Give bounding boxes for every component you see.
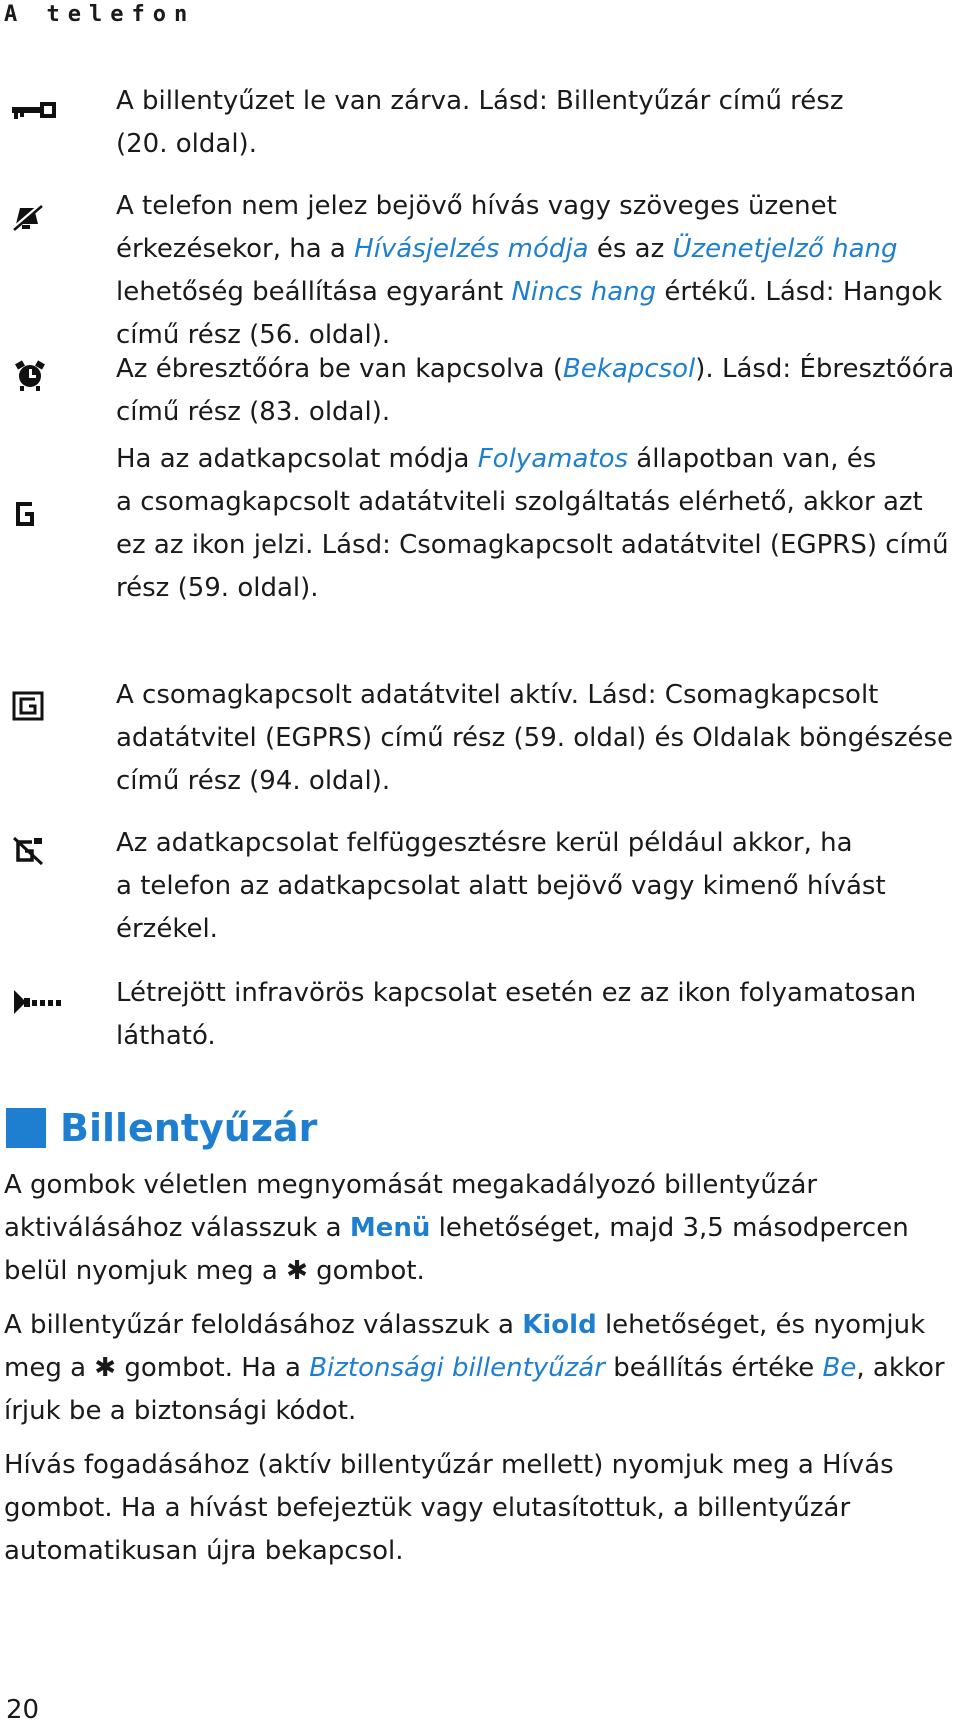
text-fragment: érkezésekor, ha a — [116, 234, 355, 264]
text-line — [4, 1347, 960, 1390]
setting-link-on[interactable]: Bekapcsol — [562, 354, 696, 384]
text-line: Hívás fogadásához (aktív billentyűzár mellett) nyomjuk meg a Hívás — [4, 1450, 894, 1480]
text-line: A gombok véletlen megnyomását megakadályozó billentyűzár — [4, 1170, 818, 1200]
text-line: című rész (94. oldal). — [116, 766, 391, 796]
description-gprs-active — [116, 674, 960, 803]
text-line — [4, 1250, 960, 1293]
section-square-icon — [6, 1108, 46, 1148]
text-fragment: belül nyomjuk meg a — [4, 1256, 287, 1286]
text-fragment: és az — [588, 234, 673, 264]
description-alarm — [116, 348, 960, 434]
section-title: Billentyűzár — [60, 1106, 318, 1150]
text-fragment: gombot. Ha a — [116, 1353, 310, 1383]
description-gprs-suspended — [116, 822, 960, 951]
setting-link-message-tone[interactable]: Üzenetjelző hang — [672, 234, 898, 264]
star-key-icon: ✱ — [94, 1353, 117, 1383]
text-line — [116, 348, 960, 391]
setting-link-continuous[interactable]: Folyamatos — [477, 444, 629, 474]
text-line: a telefon az adatkapcsolat alatt bejövő vagy kimenő hívást — [116, 871, 886, 901]
setting-link-call-alert[interactable]: Hívásjelzés módja — [354, 234, 589, 264]
description-infrared — [116, 972, 960, 1058]
text-line: (20. oldal). — [116, 129, 257, 159]
text-line — [4, 1207, 960, 1250]
page-number: 20 — [6, 1695, 40, 1725]
text-fragment: Ha az adatkapcsolat módja — [116, 444, 478, 474]
text-fragment: állapotban van, és — [628, 444, 877, 474]
setting-link-security-keyguard[interactable]: Biztonsági billentyűzár — [309, 1353, 605, 1383]
text-line: adatátvitel (EGPRS) című rész (59. oldal) és Oldalak böngészése — [116, 723, 954, 753]
text-fragment: gombot. — [307, 1256, 425, 1286]
text-fragment: lehetőség beállítása egyaránt — [116, 277, 512, 307]
setting-link-no-tone[interactable]: Nincs hang — [511, 277, 657, 307]
text-line: A telefon nem jelez bejövő hívás vagy szöveges üzenet — [116, 191, 837, 221]
text-line: A billentyűzet le van zárva. Lásd: Billentyűzár című rész — [116, 86, 844, 116]
text-line: rész (59. oldal). — [116, 573, 319, 603]
text-line: írjuk be a biztonsági kódot. — [4, 1396, 357, 1426]
text-fragment: lehetőséget, és nyomjuk — [596, 1310, 926, 1340]
paragraph-activate-keyguard — [4, 1164, 960, 1293]
running-header: A telefon — [4, 2, 196, 27]
text-line: érzékel. — [116, 914, 218, 944]
text-line: látható. — [116, 1021, 216, 1051]
text-fragment: , akkor — [856, 1353, 945, 1383]
text-line — [116, 438, 960, 481]
text-fragment: beállítás értéke — [604, 1353, 823, 1383]
keyguard-key-icon — [10, 94, 62, 126]
description-gprs-always — [116, 438, 960, 610]
text-line: Létrejött infravörös kapcsolat esetén ez az ikon folyamatosan — [116, 978, 917, 1008]
silent-bell-icon — [10, 202, 62, 234]
text-line: című rész (56. oldal). — [116, 320, 391, 350]
text-line: automatikusan újra bekapcsol. — [4, 1536, 404, 1566]
text-line — [4, 1304, 960, 1347]
text-fragment: aktiválásához válasszuk a — [4, 1213, 350, 1243]
paragraph-unlock-keyguard — [4, 1304, 960, 1433]
text-line: a csomagkapcsolt adatátviteli szolgáltatás elérhető, akkor azt — [116, 487, 923, 517]
text-line: A csomagkapcsolt adatátvitel aktív. Lásd: Csomagkapcsolt — [116, 680, 879, 710]
softkey-unlock[interactable]: Kiold — [522, 1310, 597, 1340]
gprs-suspended-icon — [10, 834, 62, 866]
softkey-menu[interactable]: Menü — [349, 1213, 431, 1243]
text-fragment: Az ébresztőóra be van kapcsolva ( — [116, 354, 563, 384]
text-line: című rész (83. oldal). — [116, 397, 391, 427]
section-heading — [6, 1102, 317, 1154]
text-line: ez az ikon jelzi. Lásd: Csomagkapcsolt adatátvitel (EGPRS) című — [116, 530, 949, 560]
text-fragment: A billentyűzár feloldásához válasszuk a — [4, 1310, 523, 1340]
infrared-icon — [10, 986, 62, 1018]
text-line — [116, 228, 960, 271]
description-keyguard — [116, 80, 960, 166]
description-silent — [116, 185, 960, 357]
text-fragment: ). Lásd: Ébresztőóra — [695, 354, 955, 384]
text-line: gombot. Ha a hívást befejeztük vagy elutasítottuk, a billentyűzár — [4, 1493, 851, 1523]
setting-link-on-value[interactable]: Be — [822, 1353, 857, 1383]
text-line — [116, 271, 960, 314]
text-fragment: lehetőséget, majd 3,5 másodpercen — [430, 1213, 909, 1243]
star-key-icon: ✱ — [286, 1256, 308, 1286]
gprs-active-icon — [10, 690, 62, 722]
text-fragment: értékű. Lásd: Hangok — [656, 277, 943, 307]
alarm-clock-icon — [10, 360, 62, 392]
text-line: Az adatkapcsolat felfüggesztésre kerül például akkor, ha — [116, 828, 853, 858]
text-fragment: meg a — [4, 1353, 95, 1383]
paragraph-answer-call — [4, 1444, 960, 1573]
gprs-g-icon — [10, 498, 62, 530]
